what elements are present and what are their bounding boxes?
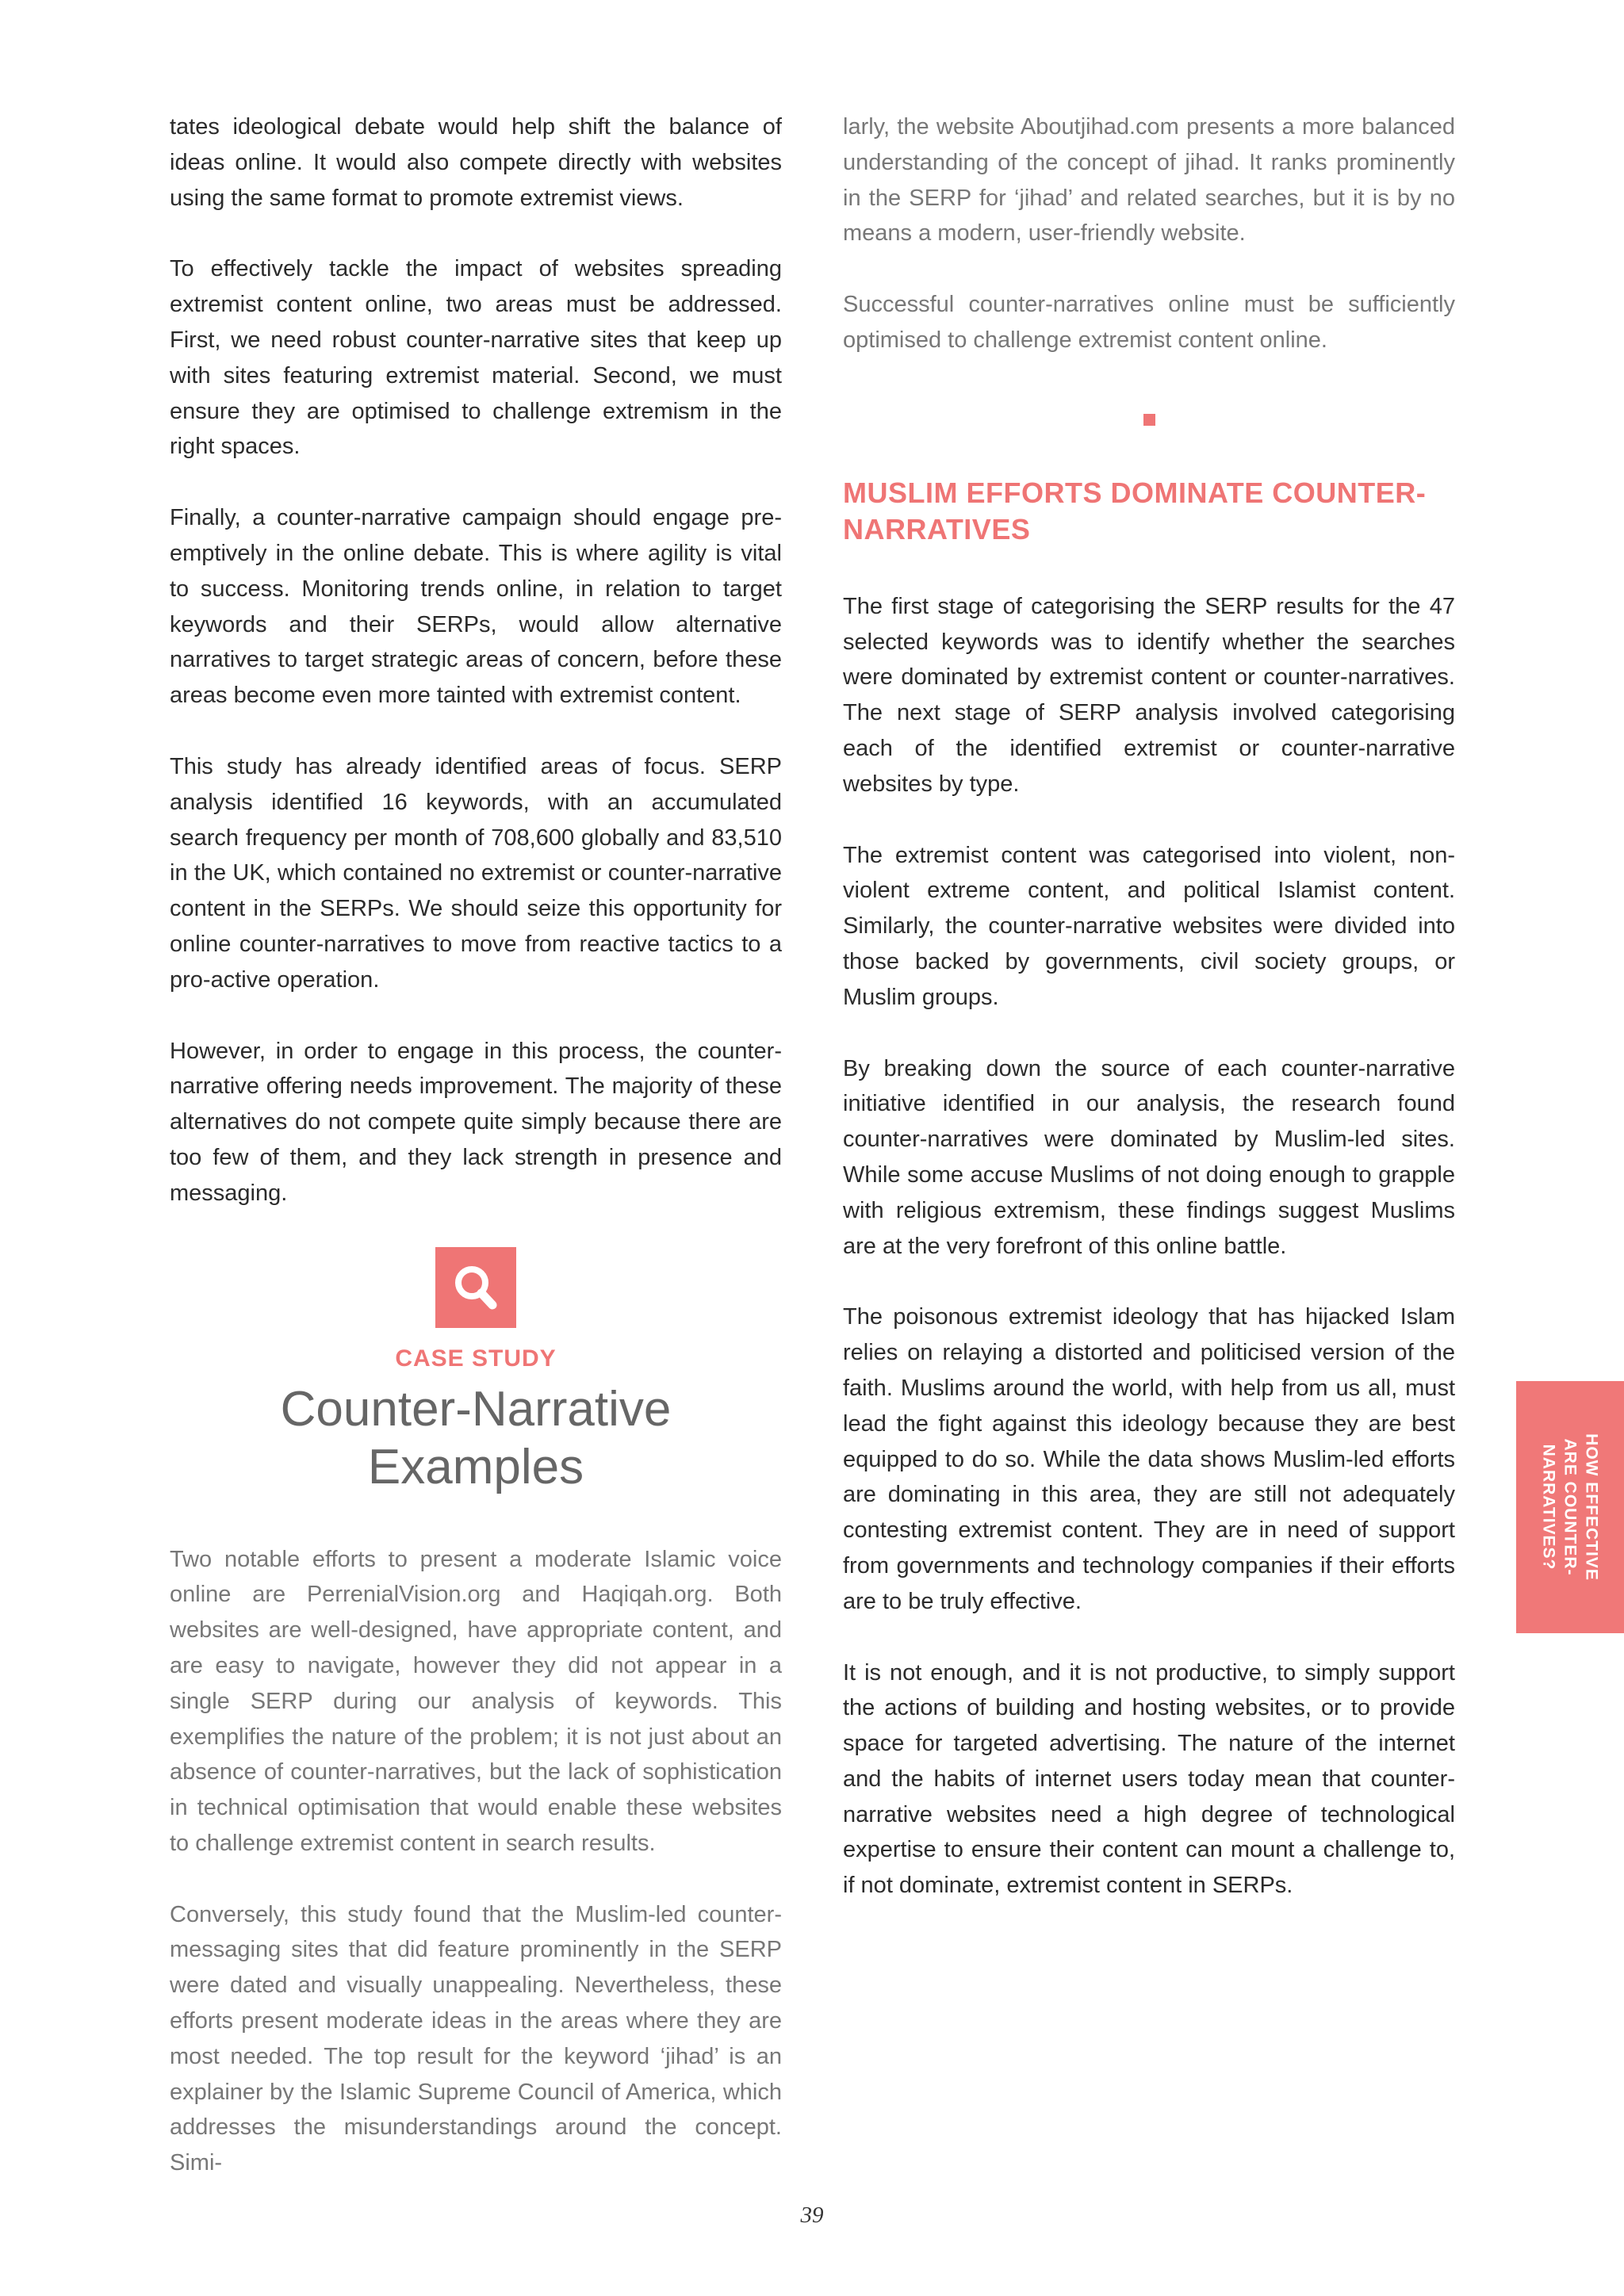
case-study-title-line2: Examples: [367, 1439, 584, 1494]
square-bullet-icon: [1143, 414, 1155, 426]
case-study-paragraph: Two notable efforts to present a moderate Islamic voice online are PerrenialVision.org and Haqiqah.org. Both websites are well-designed, have appropriate content, and are easy to navigate, however they did not appear in a single SERP during our analysis of keywords. This exemplifies the nature of the problem; it is not just about an absence of counter-narratives, but the lack of sophistication in technical optimisation that would enable these websites to challenge extremist content in search results.: [170, 1546, 782, 1856]
search-icon: [435, 1247, 516, 1328]
case-study-label: CASE STUDY: [395, 1345, 557, 1372]
paragraph: To effectively tackle the impact of websites spreading extremist content online, two areas must be addressed. First, we need robust counter-narrative sites that keep up with sites featuring extremist material. Second, we must ensure they are optimised to challenge extremism in the right spaces.: [170, 256, 782, 460]
paragraph: It is not enough, and it is not productive, to simply support the actions of building and hosting websites, or to provide space for targeted advertising. The nature of the internet and the habits of internet users today mean that counter-narrative websites need a high degree of technological expertise to ensure their content can mount a challenge to, if not dominate, extremist content in SERPs.: [843, 1659, 1455, 1899]
side-tab-line: NARRATIVES?: [1539, 1444, 1558, 1571]
chapter-side-tab[interactable]: [1516, 1381, 1624, 1633]
paragraph: The extremist content was categorised into violent, non-violent extreme content, and political Islamist content. Similarly, the counter-narrative websites were divided into those backed by governments, civil society groups, or Muslim groups.: [843, 842, 1455, 1010]
paragraph: By breaking down the source of each counter-narrative initiative identified in our analysis, the research found counter-narratives were dominated by Muslim-led sites. While some accuse Muslims of not doing enough to grapple with religious extremism, these findings suggest Muslims are at the very forefront of this online battle.: [843, 1055, 1455, 1259]
right-column: [843, 109, 1455, 1939]
section-heading: MUSLIM EFFORTS DOMINATE COUNTER-NARRATIVES: [843, 476, 1427, 545]
case-study-paragraph: larly, the website Aboutjihad.com presents a more balanced understanding of the concept of jihad. It ranks prominently in the SERP for ‘jihad’ and related searches, but it is by no means a modern, user-friendly website.: [843, 114, 1455, 247]
case-study-paragraph: Conversely, this study found that the Muslim-led counter-messaging sites that did feature prominently in the SERP were dated and visually unappealing. Nevertheless, these efforts present moderate ideas in the areas where they are most needed. The top result for the keyword ‘jihad’ is an explainer by the Islamic Supreme Council of America, which addresses the misunderstandings around the concept. Simi-: [170, 1901, 782, 2176]
case-study-header: [170, 1247, 782, 1496]
search-icon-graphic: [435, 1247, 516, 1328]
paragraph: tates ideological debate would help shift the balance of ideas online. It would also compete directly with websites using the same format to promote extremist views.: [170, 114, 782, 211]
paragraph: The poisonous extremist ideology that has hijacked Islam relies on relaying a distorted and politicised version of the faith. Muslims around the world, with help from us all, must lead the fight against this ideology because they are best equipped to do so. While the data shows Muslim-led efforts are dominating in this area, they are still not adequately contesting extremist content. They are in need of support from governments and technology companies if their efforts are to be truly effective.: [843, 1304, 1455, 1614]
paragraph: Finally, a counter-narrative campaign should engage pre-emptively in the online debate. This is where agility is vital to success. Monitoring trends online, in relation to target keywords and their SERPs, would allow alternative narratives to target strategic areas of concern, before these areas become even more tainted with extremist content.: [170, 505, 782, 709]
left-column: [170, 109, 782, 2217]
case-study-title-line1: Counter-Narrative: [280, 1381, 672, 1437]
paragraph: However, in order to engage in this process, the counter-narrative offering needs improvement. The majority of these alternatives do not compete quite simply because there are too few of them, and they lack strength in presence and messaging.: [170, 1038, 782, 1206]
paragraph: The first stage of categorising the SERP results for the 47 selected keywords was to identify whether the searches were dominated by extremist content or counter-narratives. The next stage of SERP analysis involved categorising each of the identified extremist or counter-narrative websites by type.: [843, 593, 1455, 797]
page-number: 39: [800, 2202, 824, 2228]
chapter-side-tab-label: [1538, 1388, 1603, 1626]
paragraph: This study has already identified areas of focus. SERP analysis identified 16 keywords, with an accumulated search frequency per month of 708,600 globally and 83,510 in the UK, which contained no extremist or counter-narrative content in the SERPs. We should seize this opportunity for online counter-narratives to move from reactive tactics to a pro-active operation.: [170, 753, 782, 993]
side-tab-line: HOW EFFECTIVE: [1582, 1433, 1601, 1581]
side-tab-line: ARE COUNTER-: [1561, 1438, 1580, 1576]
case-study-paragraph: Successful counter-narratives online must be sufficiently optimised to challenge extremist content online.: [843, 292, 1455, 353]
